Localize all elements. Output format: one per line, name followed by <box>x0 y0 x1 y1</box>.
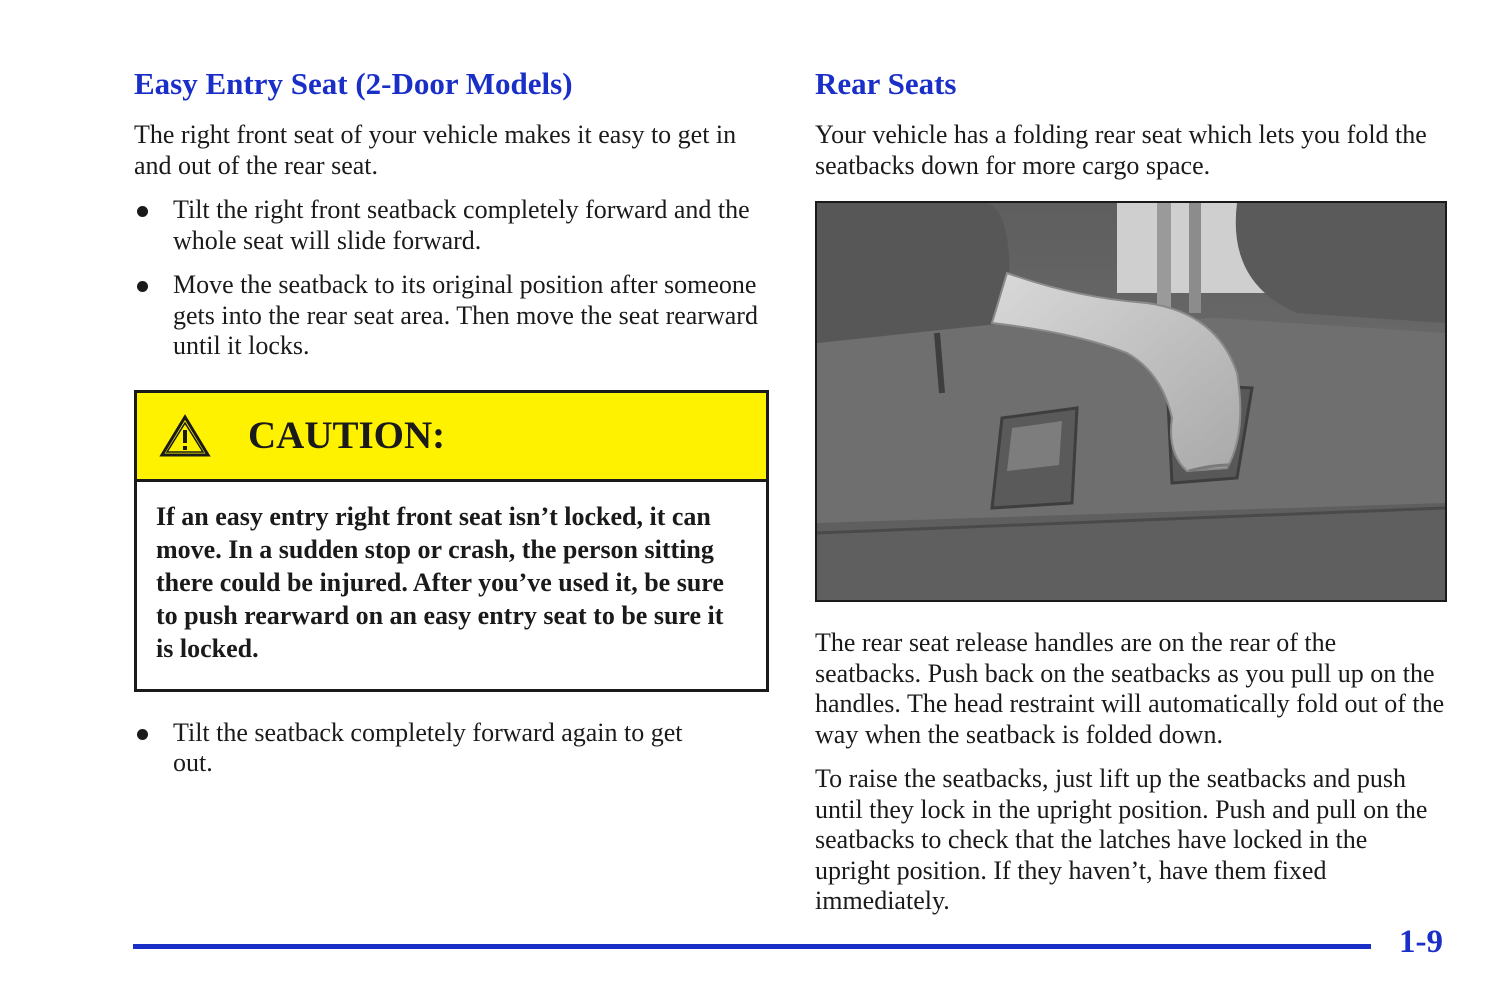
caution-box <box>134 390 769 692</box>
rear-seats-title: Rear Seats <box>815 66 957 101</box>
page-number: 1-9 <box>1399 924 1443 960</box>
bullet-icon <box>137 729 148 740</box>
easy-entry-bullets <box>134 195 774 362</box>
bullet-icon <box>137 281 148 292</box>
footer-rule <box>133 944 1371 949</box>
rear-seat-photo-illustration <box>817 203 1445 600</box>
exit-bullets <box>134 718 774 779</box>
caution-title: CAUTION: <box>248 414 446 457</box>
release-handles-paragraph: The rear seat release handles are on the rear of the seatbacks. Push back on the seatbacks as you pull up on the handles. The head restraint will automatically fold out of the way when the seatback is folded down. <box>815 628 1445 749</box>
caution-text: If an easy entry right front seat isn’t locked, it can move. In a sudden stop or crash, the person sitting there could be injured. After you’ve used it, be sure to push rearward on an easy entry seat to be sure it is locked. <box>156 501 724 663</box>
list-item: Tilt the right front seatback completely forward and the whole seat will slide forward. <box>134 195 774 256</box>
left-column <box>134 62 774 793</box>
bullet-icon <box>137 206 148 217</box>
caution-header <box>137 393 766 482</box>
raise-seatbacks-paragraph: To raise the seatbacks, just lift up the seatbacks and push until they lock in the upright position. Push and pull on the seatbacks to check that the latches have locked in the upright position. If they haven’t, have them fixed immediately. <box>815 764 1428 915</box>
list-item: Tilt the seatback completely forward again to get out. <box>134 718 774 779</box>
rear-seat-release-photo <box>815 201 1447 602</box>
warning-triangle-icon <box>159 414 211 458</box>
easy-entry-seat-title: Easy Entry Seat (2-Door Models) <box>134 66 573 101</box>
list-item: Move the seatback to its original position after someone gets into the rear seat area. Then move the seat rearward until it locks. <box>134 270 774 362</box>
right-column <box>815 62 1447 931</box>
rear-seats-intro: Your vehicle has a folding rear seat which lets you fold the seatbacks down for more cargo space. <box>815 120 1427 180</box>
easy-entry-intro: The right front seat of your vehicle makes it easy to get in and out of the rear seat. <box>134 120 737 180</box>
